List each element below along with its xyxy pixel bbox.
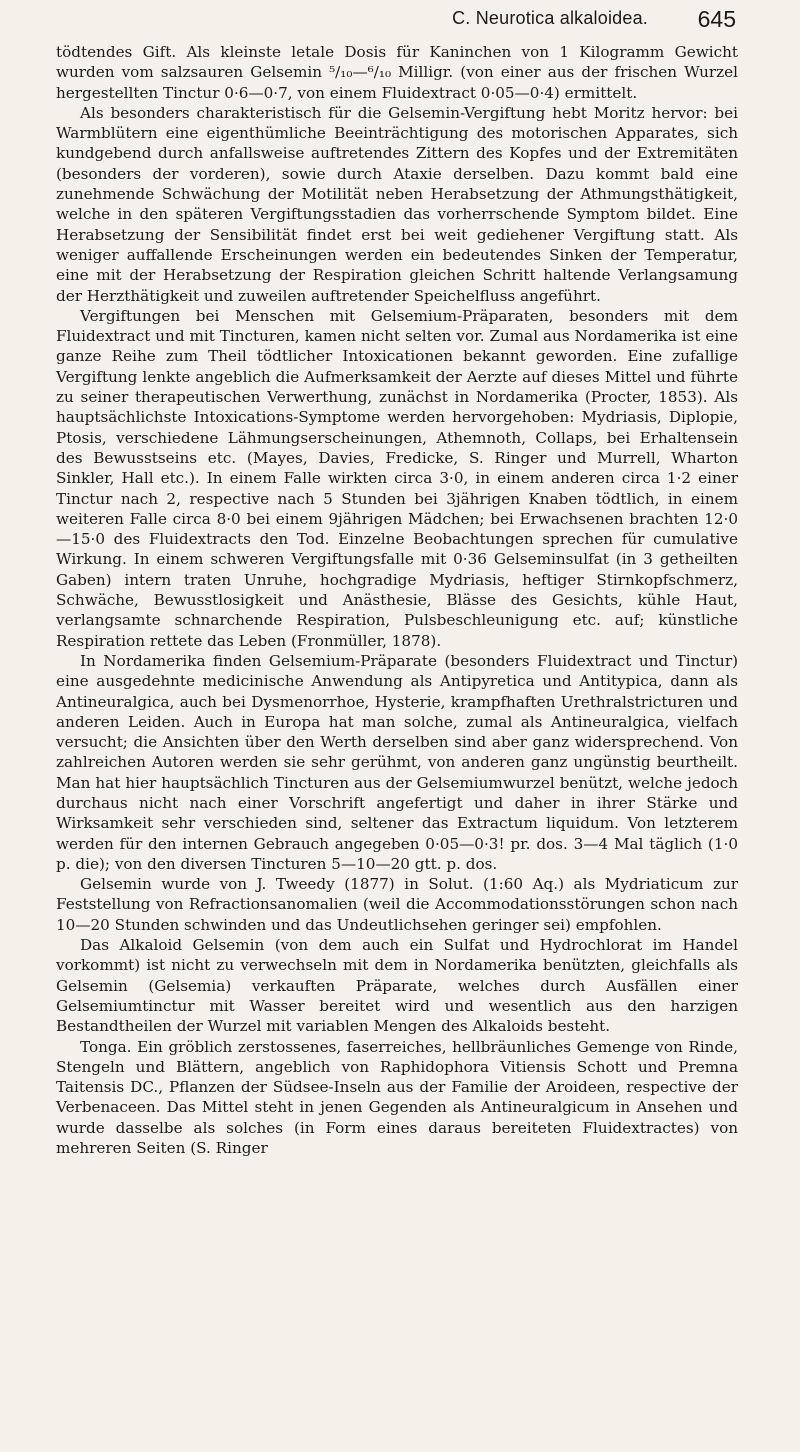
body-text bbox=[56, 42, 738, 1158]
paragraph: In Nordamerika finden Gelsemium-Präparate (besonders Fluidextract und Tinctur) eine ausgedehnte medicinische Anwendung als Antipyretica und Antitypica, dann als Antineuralgica, auch bei Dysmenorrhoe, Hysterie, krampfhaften Urethralstricturen und anderen Leiden. Auch in Europa hat man solche, zumal als Antineuralgica, vielfach versucht; die Ansichten über den Werth derselben sind aber ganz widersprechend. Von zahlreichen Autoren werden sie sehr gerühmt, von anderen ganz ungünstig beurtheilt. Man hat hier hauptsächlich Tincturen aus der Gelsemiumwurzel benützt, welche jedoch durchaus nicht nach einer Vorschrift angefertigt und daher in ihrer Stärke und Wirksamkeit sehr verschieden sind, seltener das Extractum liquidum. Von letzterem werden für den internen Gebrauch angegeben 0·05—0·3! pr. dos. 3—4 Mal täglich (1·0 p. die); von den diversen Tincturen 5—10—20 gtt. p. dos. bbox=[56, 651, 738, 873]
paragraph: tödtendes Gift. Als kleinste letale Dosis für Kaninchen von 1 Kilogramm Gewicht wurden vom salzsauren Gelsemin ⁵/₁₀—⁶/₁₀ Milligr. (von einer aus der frischen Wurzel hergestellten Tinctur 0·6—0·7, von einem Fluidextract 0·05—0·4) ermittelt. bbox=[56, 43, 738, 102]
paragraph: Das Alkaloid Gelsemin (von dem auch ein Sulfat und Hydrochlorat im Handel vorkommt) ist nicht zu verwechseln mit dem in Nordamerika benützten, gleichfalls als Gelsemin (Gelsemia) verkauften Präparate, welches durch Ausfällen einer Gelsemiumtinctur mit Wasser bereitet wird und wesentlich aus den harzigen Bestandtheilen der Wurzel mit variablen Mengen des Alkaloids besteht. bbox=[56, 936, 738, 1036]
paragraph: Gelsemin wurde von J. Tweedy (1877) in Solut. (1:60 Aq.) als Mydriaticum zur Feststellung von Refractionsanomalien (weil die Accommodationsstörungen schon nach 10—20 Stunden schwinden und das Undeutlichsehen geringer sei) empfohlen. bbox=[56, 875, 738, 934]
paragraph: Vergiftungen bei Menschen mit Gelsemium-Präparaten, besonders mit dem Fluidextract und mit Tincturen, kamen nicht selten vor. Zumal aus Nordamerika ist eine ganze Reihe zum Theil tödtlicher Intoxicationen bekannt geworden. Eine zufallige Vergiftung lenkte angeblich die Aufmerksamkeit der Aerzte auf dieses Mittel und führte zu seiner therapeutischen Verwerthung, zunächst in Nordamerika (Procter, 1853). Als hauptsächlichste Intoxications-Symptome werden hervorgehoben: Mydriasis, Diplopie, Ptosis, verschiedene Lähmungserscheinungen, Athemnoth, Collaps, bei Erhaltensein des Bewusstseins etc. (Mayes, Davies, Fredicke, S. Ringer und Murrell, Wharton Sinkler, Hall etc.). In einem Falle wirkten circa 3·0, in einem anderen circa 1·2 einer Tinctur nach 2, respective nach 5 Stunden bei 3jährigen Knaben tödtlich, in einem weiteren Falle circa 8·0 bei einem 9jährigen Mädchen; bei Erwachsenen brachten 12·0—15·0 des Fluidextracts den Tod. Einzelne Beobachtungen sprechen für cumulative Wirkung. In einem schweren Vergiftungsfalle mit 0·36 Gelseminsulfat (in 3 getheilten Gaben) intern traten Unruhe, hochgradige Mydriasis, heftiger Stirnkopfschmerz, Schwäche, Bewusstlosigkeit und Anästhesie, Blässe des Gesichts, kühle Haut, verlangsamte schnarchende Respiration, Pulsbeschleunigung etc. auf; künstliche Respiration rettete das Leben (Fronmüller, 1878). bbox=[56, 306, 738, 650]
paragraph: Tonga. Ein gröblich zerstossenes, faserreiches, hellbräunliches Gemenge von Rinde, Stengeln und Blättern, angeblich von Raphidophora Vitiensis Schott und Premna Taitensis DC., Pflanzen der Südsee-Inseln aus der Familie der Aroideen, respective der Verbenaceen. Das Mittel steht in jenen Gegenden als Antineuralgicum in Ansehen und wurde dasselbe als solches (in Form eines daraus bereiteten Fluidextractes) von mehreren Seiten (S. Ringer bbox=[56, 1037, 738, 1158]
running-header bbox=[56, 0, 738, 32]
running-title: C. Neurotica alkaloidea. bbox=[452, 8, 648, 28]
page-number: 645 bbox=[697, 6, 736, 32]
paragraph: Als besonders charakteristisch für die Gelsemin-Vergiftung hebt Moritz hervor: bei Warmblütern eine eigenthümliche Beeinträchtigung des motorischen Apparates, sich kundgebend durch anfallsweise auftretendes Zittern des Kopfes und der Extremitäten (besonders der vorderen), sowie durch Ataxie derselben. Dazu kommt bald eine zunehmende Schwächung der Motilität neben Herabsetzung der Athmungsthätigkeit, welche in den späteren Vergiftungsstadien das vorherrschende Symptom bildet. Eine Herabsetzung der Sensibilität findet erst bei weit gediehener Vergiftung statt. Als weniger auffallende Erscheinungen werden ein bedeutendes Sinken der Temperatur, eine mit der Herabsetzung der Respiration gleichen Schritt haltende Verlangsamung der Herzthätigkeit und zuweilen auftretender Speichelfluss angeführt. bbox=[56, 103, 738, 305]
